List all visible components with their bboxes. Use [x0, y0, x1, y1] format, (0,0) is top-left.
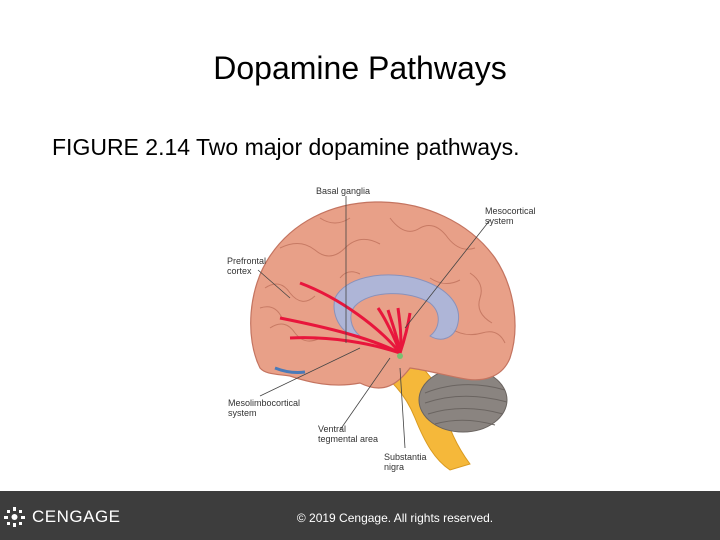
- label-basal-ganglia: Basal ganglia: [316, 186, 371, 196]
- slide-title: Dopamine Pathways: [213, 50, 507, 86]
- figure-caption: FIGURE 2.14 Two major dopamine pathways.: [52, 134, 520, 160]
- copyright-notice: © 2019 Cengage. All rights reserved.: [296, 511, 494, 525]
- label-substantia-nigra: Substantia nigra: [384, 452, 427, 472]
- cerebrum: [251, 202, 515, 388]
- label-ventral-tegmental-area: Ventral tegmental area: [318, 424, 379, 444]
- brand-name: CENGAGE: [32, 507, 121, 526]
- label-prefrontal-cortex: Prefrontal cortex: [227, 256, 267, 276]
- label-mesocortical-system: Mesocortical system: [485, 206, 536, 226]
- brain-figure: [220, 178, 536, 478]
- footer-bar: [0, 491, 720, 540]
- label-mesolimbocortical-system: Mesolimbocortical system: [228, 398, 301, 418]
